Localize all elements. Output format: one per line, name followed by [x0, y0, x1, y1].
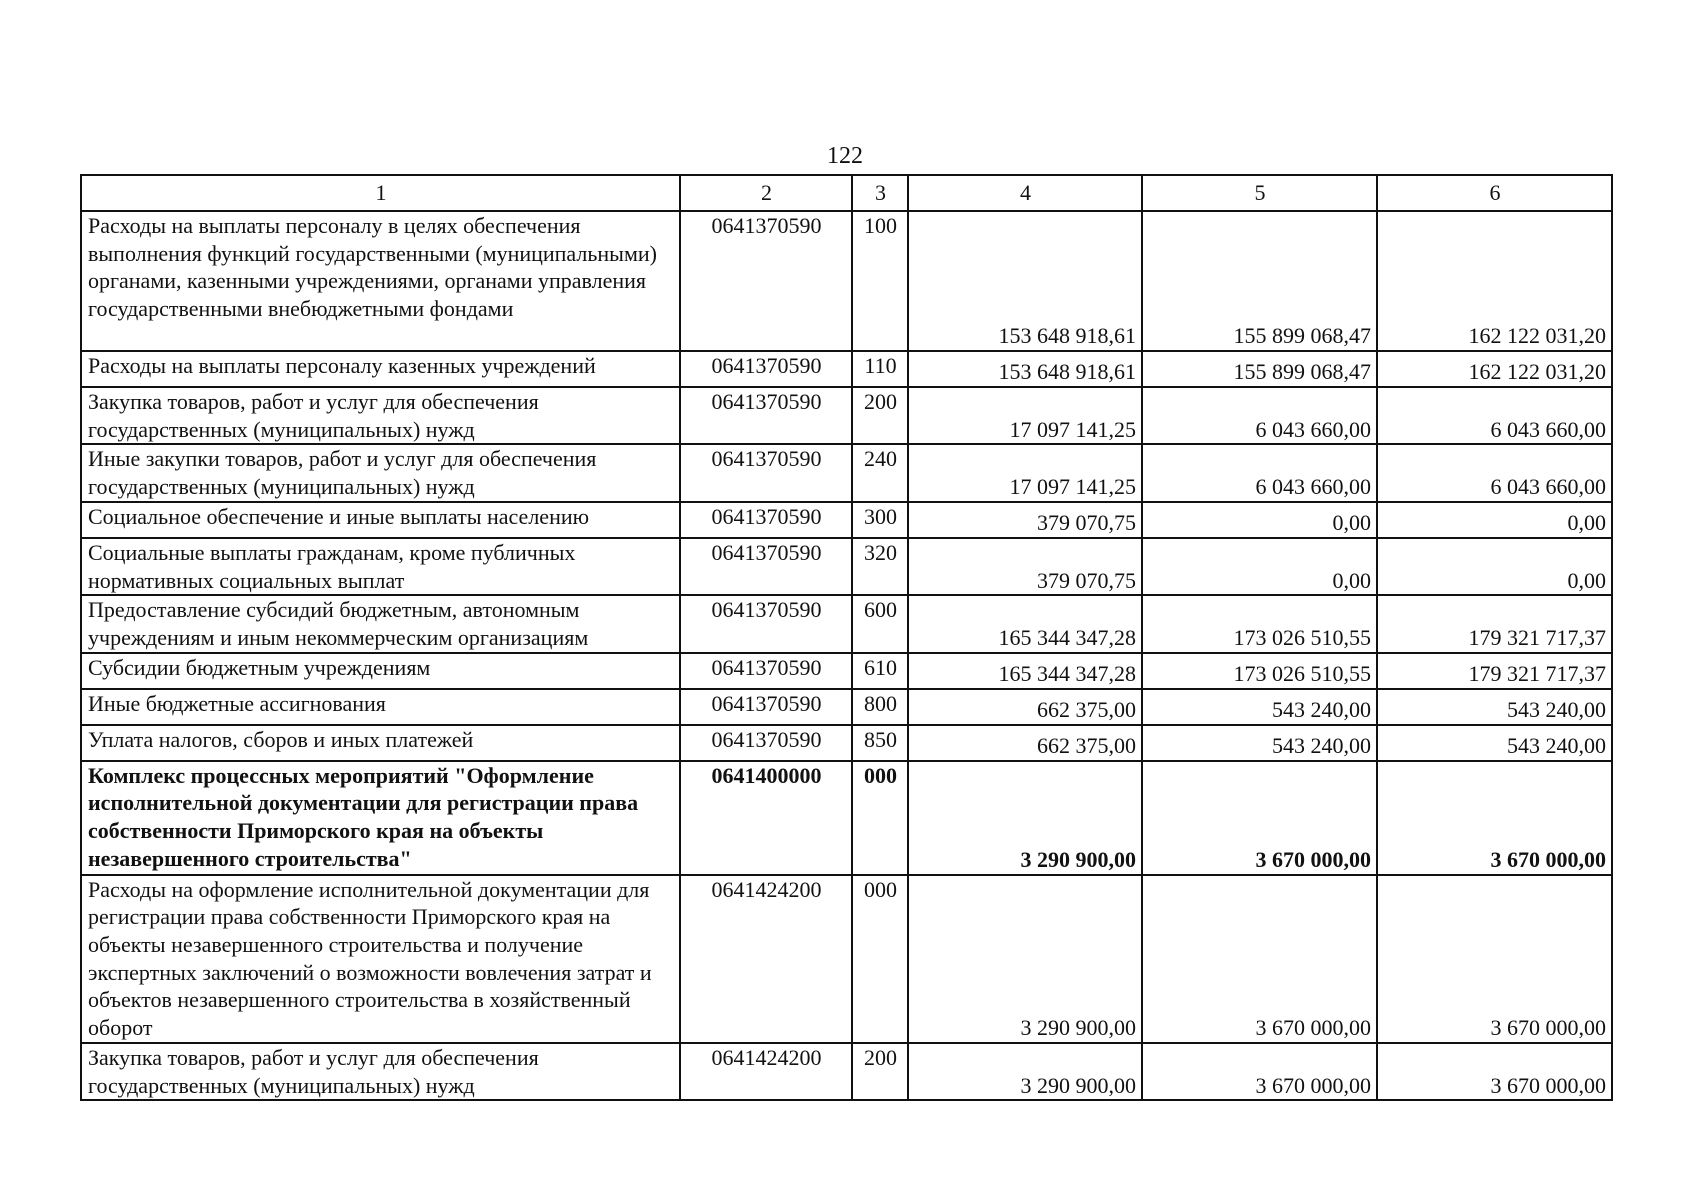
- column-header: 6: [1377, 175, 1612, 211]
- amount-col5: 543 240,00: [1142, 689, 1377, 725]
- target-code: 0641370590: [680, 351, 852, 387]
- column-header: 5: [1142, 175, 1377, 211]
- target-code: 0641370590: [680, 653, 852, 689]
- amount-col5: 155 899 068,47: [1142, 351, 1377, 387]
- amount-col5: 3 670 000,00: [1142, 875, 1377, 1043]
- target-code: 0641370590: [680, 689, 852, 725]
- expense-type-code: 320: [852, 538, 908, 595]
- amount-col5: 543 240,00: [1142, 725, 1377, 761]
- target-code: 0641370590: [680, 595, 852, 652]
- expense-type-code: 000: [852, 761, 908, 875]
- amount-col4: 17 097 141,25: [908, 387, 1142, 444]
- expense-name: Социальное обеспечение и иные выплаты населению: [81, 502, 680, 538]
- amount-col4: 165 344 347,28: [908, 595, 1142, 652]
- amount-col4: 153 648 918,61: [908, 211, 1142, 351]
- amount-col4: 17 097 141,25: [908, 444, 1142, 501]
- expense-type-code: 200: [852, 1043, 908, 1100]
- amount-col5: 6 043 660,00: [1142, 387, 1377, 444]
- expense-type-code: 610: [852, 653, 908, 689]
- expense-type-code: 240: [852, 444, 908, 501]
- expense-type-code: 600: [852, 595, 908, 652]
- column-header: 4: [908, 175, 1142, 211]
- target-code: 0641370590: [680, 444, 852, 501]
- target-code: 0641370590: [680, 211, 852, 351]
- table-row: [81, 653, 1612, 689]
- expense-name: Социальные выплаты гражданам, кроме публичных нормативных социальных выплат: [81, 538, 680, 595]
- amount-col6: 3 670 000,00: [1377, 1043, 1612, 1100]
- target-code: 0641370590: [680, 502, 852, 538]
- column-header: 1: [81, 175, 680, 211]
- target-code: 0641400000: [680, 761, 852, 875]
- expense-name: Расходы на выплаты персоналу казенных учреждений: [81, 351, 680, 387]
- amount-col4: 3 290 900,00: [908, 761, 1142, 875]
- amount-col4: 379 070,75: [908, 538, 1142, 595]
- amount-col6: 162 122 031,20: [1377, 211, 1612, 351]
- expense-name: Субсидии бюджетным учреждениям: [81, 653, 680, 689]
- amount-col6: 179 321 717,37: [1377, 653, 1612, 689]
- amount-col5: 3 670 000,00: [1142, 761, 1377, 875]
- expense-name: Расходы на выплаты персоналу в целях обеспечения выполнения функций государственными (муниципальными) органами, казенными учреждениями, органами управления государственными внебюджетными фондами: [81, 211, 680, 351]
- expense-type-code: 100: [852, 211, 908, 351]
- amount-col6: 0,00: [1377, 538, 1612, 595]
- budget-table: [80, 174, 1613, 1101]
- expense-name: Комплекс процессных мероприятий "Оформление исполнительной документации для регистрации права собственности Приморского края на объекты незавершенного строительства": [81, 761, 680, 875]
- target-code: 0641370590: [680, 725, 852, 761]
- amount-col4: 153 648 918,61: [908, 351, 1142, 387]
- amount-col5: 173 026 510,55: [1142, 653, 1377, 689]
- table-header-row: [81, 175, 1612, 211]
- table-row: [81, 689, 1612, 725]
- target-code: 0641370590: [680, 387, 852, 444]
- amount-col6: 162 122 031,20: [1377, 351, 1612, 387]
- table-row: [81, 725, 1612, 761]
- table-row: [81, 538, 1612, 595]
- amount-col6: 543 240,00: [1377, 689, 1612, 725]
- amount-col5: 173 026 510,55: [1142, 595, 1377, 652]
- amount-col6: 0,00: [1377, 502, 1612, 538]
- expense-name: Расходы на оформление исполнительной документации для регистрации права собственности Приморского края на объекты незавершенного строительства и получение экспертных заключений о возможности вовлечения затрат и объектов незавершенного строительства в хозяйственный оборот: [81, 875, 680, 1043]
- amount-col6: 179 321 717,37: [1377, 595, 1612, 652]
- expense-name: Уплата налогов, сборов и иных платежей: [81, 725, 680, 761]
- table-row: [81, 595, 1612, 652]
- expense-type-code: 000: [852, 875, 908, 1043]
- amount-col5: 6 043 660,00: [1142, 444, 1377, 501]
- column-header: 3: [852, 175, 908, 211]
- amount-col4: 662 375,00: [908, 689, 1142, 725]
- amount-col6: 3 670 000,00: [1377, 875, 1612, 1043]
- table-row: [81, 1043, 1612, 1100]
- amount-col5: 0,00: [1142, 502, 1377, 538]
- expense-type-code: 300: [852, 502, 908, 538]
- expense-type-code: 800: [852, 689, 908, 725]
- expense-name: Иные бюджетные ассигнования: [81, 689, 680, 725]
- amount-col4: 3 290 900,00: [908, 1043, 1142, 1100]
- expense-name: Иные закупки товаров, работ и услуг для обеспечения государственных (муниципальных) нужд: [81, 444, 680, 501]
- amount-col4: 165 344 347,28: [908, 653, 1142, 689]
- table-row: [81, 211, 1612, 351]
- amount-col4: 379 070,75: [908, 502, 1142, 538]
- amount-col5: 155 899 068,47: [1142, 211, 1377, 351]
- table-row: [81, 875, 1612, 1043]
- expense-name: Закупка товаров, работ и услуг для обеспечения государственных (муниципальных) нужд: [81, 387, 680, 444]
- target-code: 0641424200: [680, 875, 852, 1043]
- expense-type-code: 110: [852, 351, 908, 387]
- expense-type-code: 850: [852, 725, 908, 761]
- target-code: 0641370590: [680, 538, 852, 595]
- amount-col4: 3 290 900,00: [908, 875, 1142, 1043]
- table-row: [81, 502, 1612, 538]
- target-code: 0641424200: [680, 1043, 852, 1100]
- amount-col6: 543 240,00: [1377, 725, 1612, 761]
- expense-name: Закупка товаров, работ и услуг для обеспечения государственных (муниципальных) нужд: [81, 1043, 680, 1100]
- amount-col4: 662 375,00: [908, 725, 1142, 761]
- table-row-section: [81, 761, 1612, 875]
- amount-col6: 3 670 000,00: [1377, 761, 1612, 875]
- amount-col6: 6 043 660,00: [1377, 387, 1612, 444]
- expense-name: Предоставление субсидий бюджетным, автономным учреждениям и иным некоммерческим организациям: [81, 595, 680, 652]
- table-row: [81, 387, 1612, 444]
- page-number: 122: [827, 143, 863, 169]
- table-row: [81, 444, 1612, 501]
- expense-type-code: 200: [852, 387, 908, 444]
- amount-col6: 6 043 660,00: [1377, 444, 1612, 501]
- amount-col5: 3 670 000,00: [1142, 1043, 1377, 1100]
- column-header: 2: [680, 175, 852, 211]
- table-row: [81, 351, 1612, 387]
- amount-col5: 0,00: [1142, 538, 1377, 595]
